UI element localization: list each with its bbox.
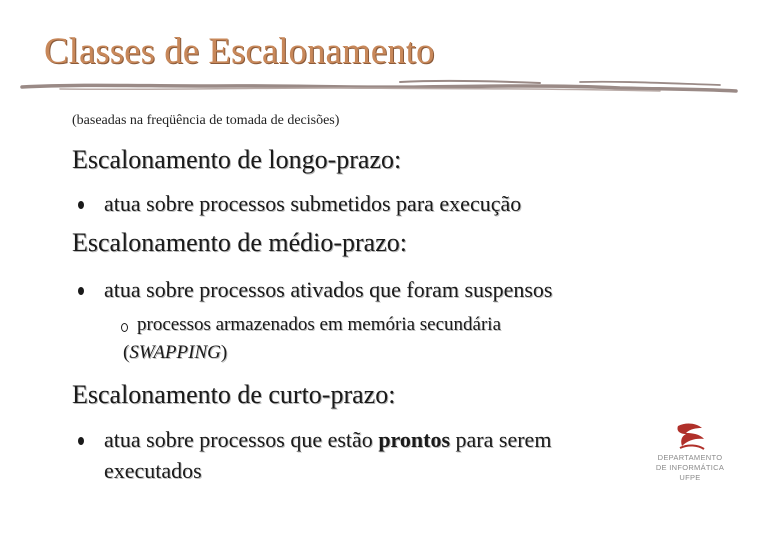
item-short-term-line2: executados (104, 458, 202, 483)
bullet-dot-icon (78, 437, 84, 445)
subitem-medium-term-line1: processos armazenados em memória secundária (137, 314, 502, 335)
department-logo (650, 420, 730, 486)
bullet-dot-icon (78, 201, 84, 209)
slide-title: Classes de Escalonamento (44, 31, 435, 72)
paren-close: ) (220, 342, 228, 363)
heading-short-term: Escalonamento de curto-prazo: (72, 380, 396, 409)
logo-line3: UFPE (679, 473, 701, 482)
title-underline-decoration (20, 76, 740, 98)
bullet-dot-icon (78, 287, 84, 295)
paren-open: ( (123, 342, 130, 363)
item-long-term: atua sobre processos submetidos para execução (104, 191, 522, 216)
item-short-term-line1 (104, 427, 551, 453)
swapping-term: SWAPPING (129, 342, 221, 363)
heading-medium-term: Escalonamento de médio-prazo: (72, 228, 407, 257)
item-short-term-pre: atua sobre processos que estão (104, 427, 379, 452)
logo-line1: DEPARTAMENTO (657, 453, 723, 462)
logo-line2: DE INFORMÁTICA (655, 463, 725, 472)
item-short-term-bold: prontos (378, 427, 451, 452)
logo-mark-icon (650, 420, 730, 454)
subitem-medium-term-line2 (123, 342, 227, 364)
heading-long-term: Escalonamento de longo-prazo: (72, 145, 402, 174)
sub-bullet-circle-icon (121, 323, 128, 332)
item-short-term-post: para serem (450, 427, 552, 452)
item-medium-term: atua sobre processos ativados que foram suspensos (104, 277, 553, 302)
slide-subtitle: (baseadas na freqüência de tomada de decisões) (72, 113, 340, 128)
